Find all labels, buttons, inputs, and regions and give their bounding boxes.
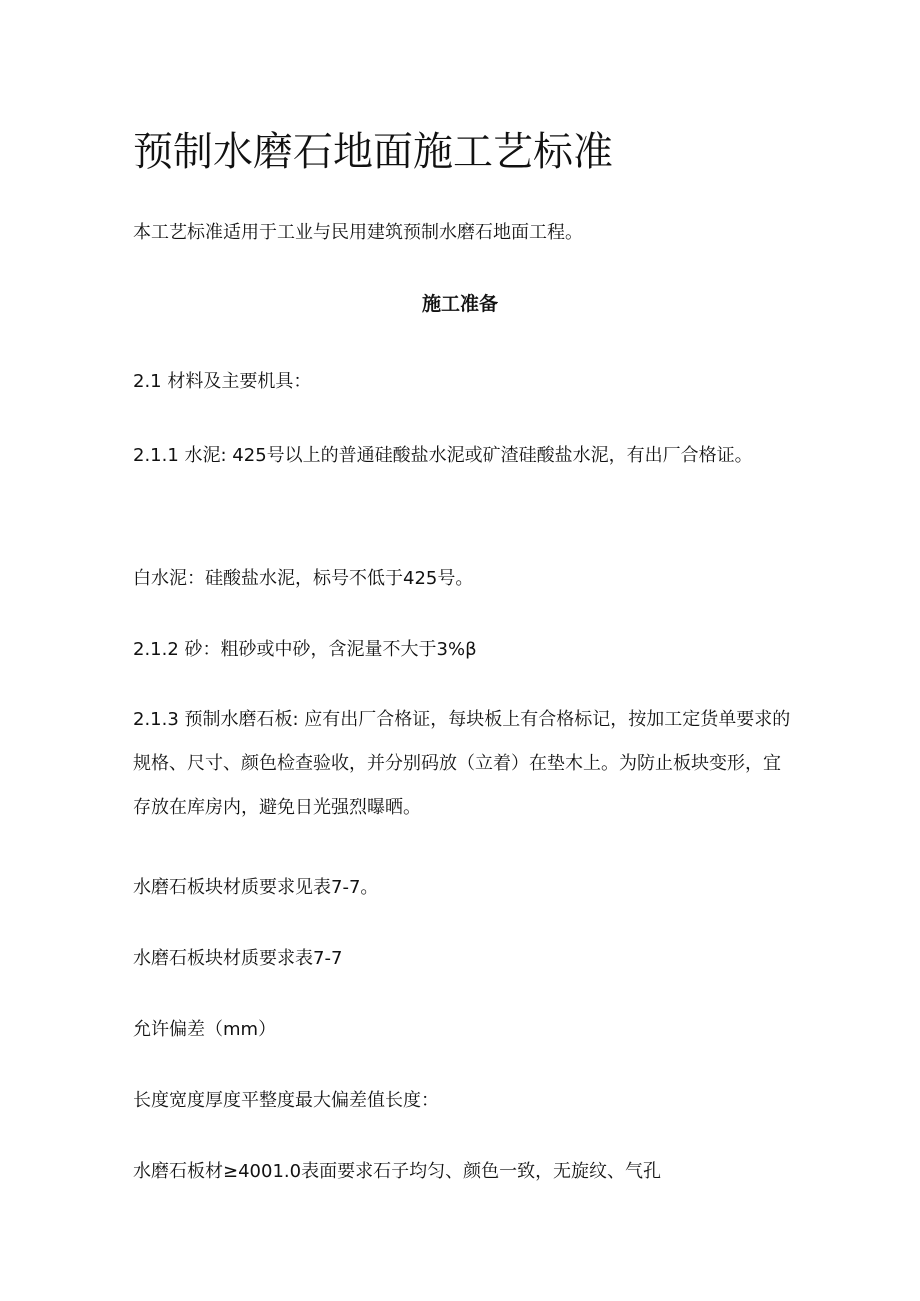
paragraph-2-1: 2.1 材料及主要机具： [133, 371, 312, 392]
scope-paragraph: 本工艺标准适用于工业与民用建筑预制水磨石地面工程。 [133, 222, 583, 243]
section-heading: 施工准备 [421, 293, 498, 315]
paragraph-table-ref: 水磨石板块材质要求见表7-7。 [133, 877, 379, 898]
paragraph-dimensions: 长度宽度厚度平整度最大偏差值长度： [133, 1090, 439, 1111]
paragraph-table-caption: 水磨石板块材质要求表7-7 [133, 948, 343, 969]
paragraph-2-1-2: 2.1.2 砂：粗砂或中砂，含泥量不大于3%β [133, 639, 477, 660]
paragraph-terrazzo-spec: 水磨石板材≥4001.0表面要求石子均匀、颜色一致，无旋纹、气孔 [133, 1161, 662, 1182]
paragraph-tolerance: 允许偏差（mm） [133, 1019, 277, 1040]
paragraph-2-1-1: 2.1.1 水泥: 425号以上的普通硅酸盐水泥或矿渣硅酸盐水泥，有出厂合格证。 [133, 445, 753, 466]
paragraph-2-1-3: 2.1.3 预制水磨石板: 应有出厂合格证，每块板上有合格标记，按加工定货单要求的规格、尺寸、颜色检查验收，并分别码放（立着）在垫木上。为防止板块变形，宜存放在库房内，避免日光强烈曝晒。 [133, 709, 791, 818]
document-title: 预制水磨石地面施工艺标准 [133, 129, 613, 175]
paragraph-white-cement: 白水泥：硅酸盐水泥，标号不低于425号。 [133, 568, 474, 589]
